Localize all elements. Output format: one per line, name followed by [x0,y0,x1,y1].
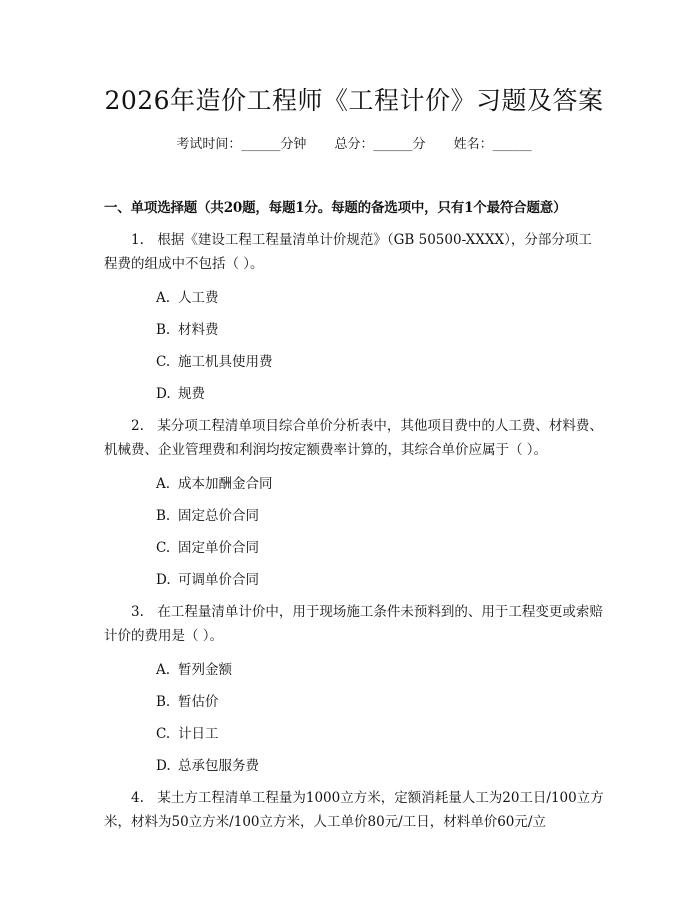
question-1 [104,228,604,404]
option-letter: A. [156,476,171,492]
option-a [104,660,604,680]
option-text: 计日工 [178,726,219,742]
question-stem [104,414,604,462]
option-text: 暂列金额 [178,662,232,678]
option-letter: D. [156,758,171,774]
exam-name: 姓名：______ [453,137,532,152]
question-3 [104,600,604,776]
option-text: 规费 [178,386,205,402]
question-stem [104,600,604,648]
section-heading: 一、单项选择题（共20题，每题1分。每题的备选项中，只有1个最符合题意） [104,200,567,216]
option-c [104,538,604,558]
exam-meta [104,136,604,154]
option-letter: B. [156,508,171,524]
option-c [104,724,604,744]
option-letter: B. [156,694,171,710]
question-3-stem: 3. 在工程量清单计价中，用于现场施工条件未预料到的、用于工程变更或索赔计价的费用是（ ）。 [104,604,603,644]
question-stem [104,786,604,834]
exam-time: 考试时间：______分钟 [176,137,307,152]
exam-score: 总分：______分 [334,137,426,152]
option-text: 成本加酬金合同 [178,476,273,492]
option-b [104,506,604,526]
option-a [104,288,604,308]
option-text: 材料费 [178,322,219,338]
option-d [104,384,604,404]
question-2-stem: 2. 某分项工程清单项目综合单价分析表中，其他项目费中的人工费、材料费、机械费、企业管理费和利润均按定额费率计算的，其综合单价应属于（ ）。 [104,418,603,458]
option-c [104,352,604,372]
option-letter: A. [156,662,171,678]
option-letter: D. [156,572,171,588]
option-a [104,474,604,494]
option-text: 人工费 [178,290,219,306]
question-4-stem: 4. 某土方工程清单工程量为1000立方米，定额消耗量人工为20工日/100立方米，材料为50立方米/100立方米，人工单价80元/工日，材料单价60元/立 [104,790,604,830]
option-b [104,692,604,712]
question-2 [104,414,604,590]
question-1-stem: 1. 根据《建设工程工程量清单计价规范》（GB 50500-XXXX），分部分项工程费的组成中不包括（ ）。 [104,232,592,272]
option-d [104,570,604,590]
document-title: 2026年造价工程师《工程计价》习题及答案 [104,86,604,115]
option-letter: C. [156,354,171,370]
option-letter: C. [156,726,171,742]
option-text: 总承包服务费 [178,758,259,774]
option-text: 施工机具使用费 [178,354,273,370]
option-letter: D. [156,386,171,402]
option-letter: A. [156,290,171,306]
option-text: 固定单价合同 [178,540,259,556]
option-letter: C. [156,540,171,556]
option-b [104,320,604,340]
question-stem [104,228,604,276]
option-d [104,756,604,776]
option-letter: B. [156,322,171,338]
option-text: 可调单价合同 [178,572,259,588]
option-text: 暂估价 [178,694,219,710]
question-4 [104,786,604,834]
option-text: 固定总价合同 [178,508,259,524]
